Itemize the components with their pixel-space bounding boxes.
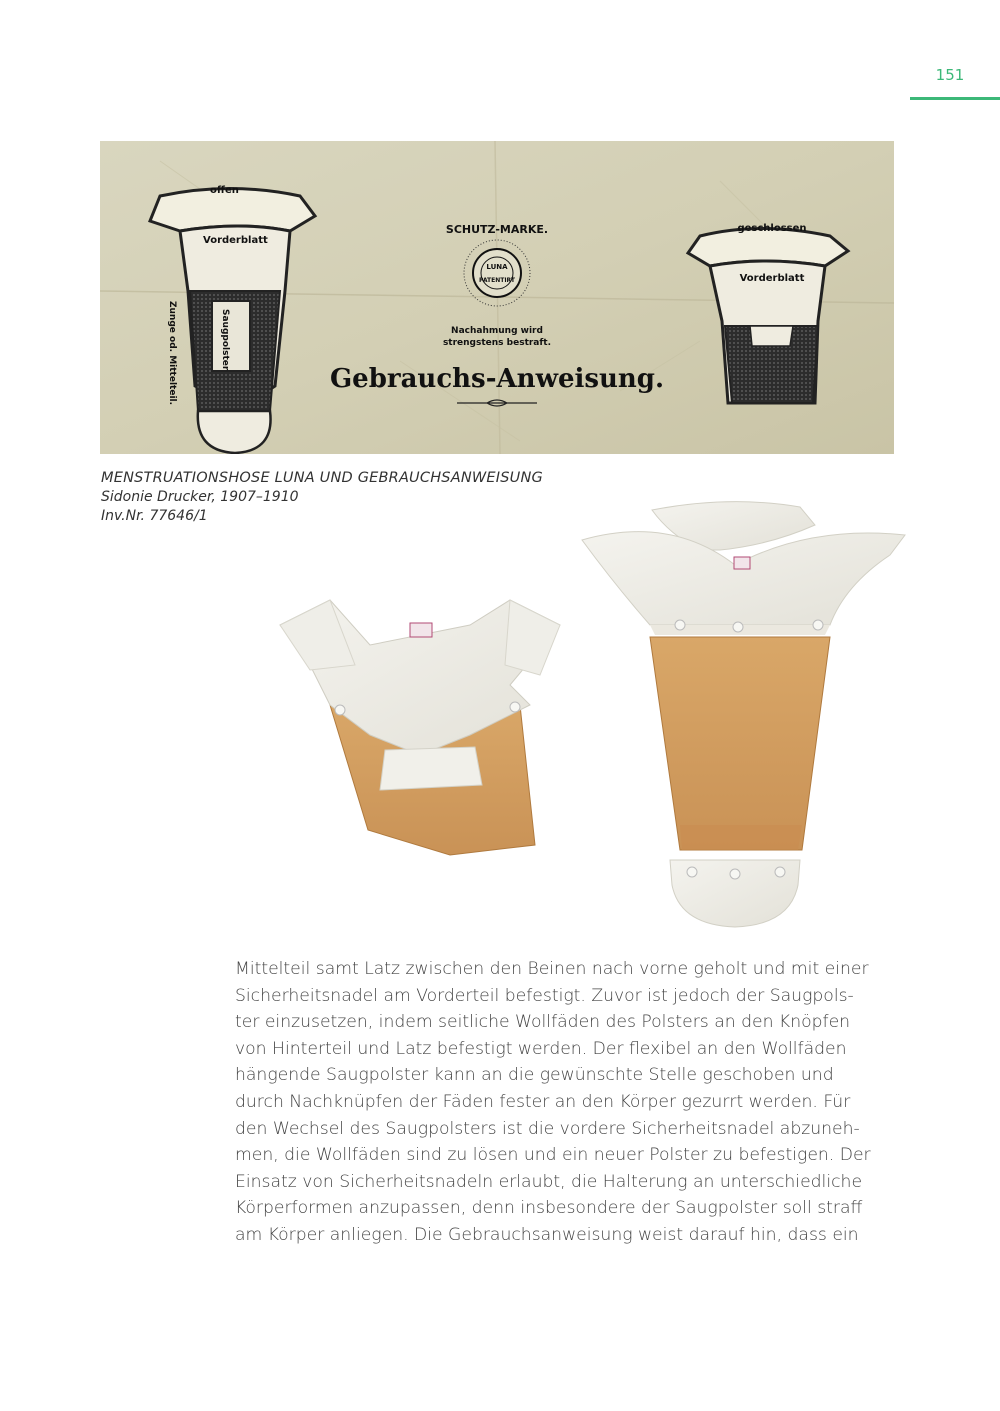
- label-front-left: Vorderblatt: [203, 235, 268, 246]
- body-line: Sicherheitsnadel am Vorderteil befestigt. Zuvor ist jedoch der Saugpols-: [235, 985, 854, 1006]
- label-closed: geschlossen: [737, 223, 807, 234]
- caption-inventory: Inv.Nr. 77646/1: [101, 508, 208, 524]
- laid-out-garment: [582, 502, 905, 927]
- body-line: Körperformen anzupassen, denn insbesondere der Saugpolster soll straff: [235, 1198, 863, 1219]
- body-line: durch Nachknüpfen der Fäden fester an den Körper gezurrt werden. Für: [235, 1091, 851, 1112]
- body-line: von Hinterteil und Latz befestigt werden. Der flexibel an den Wollfäden: [235, 1038, 847, 1059]
- body-line: Mittelteil samt Latz zwischen den Beinen nach vorne geholt und mit einer: [235, 959, 869, 979]
- caption-author-date: Sidonie Drucker, 1907–1910: [101, 489, 299, 505]
- instruction-leaflet-photo: [100, 141, 894, 454]
- trademark-label: SCHUTZ-MARKE.: [445, 223, 549, 236]
- seal-text-luna: LUNA: [486, 263, 508, 271]
- label-tongue: Zunge od. Mittelteil.: [167, 301, 177, 406]
- label-front-right: Vorderblatt: [739, 273, 805, 284]
- warning-line-2: strengstens bestraft.: [442, 338, 552, 348]
- body-line: ter einzusetzen, indem seitliche Wollfäden des Polsters an den Knöpfen: [235, 1012, 851, 1033]
- body-line: Einsatz von Sicherheitsnadeln erlaubt, die Halterung an unterschiedliche: [235, 1171, 863, 1192]
- folded-garment: [280, 600, 560, 855]
- leaflet-heading: Gebrauchs-Anweisung.: [329, 364, 665, 394]
- body-paragraph: [235, 956, 895, 1249]
- page-number: 151: [935, 66, 965, 84]
- label-pad: Saugpolster: [220, 309, 230, 371]
- body-line: den Wechsel des Saugpolsters ist die vordere Sicherheitsnadel abzuneh-: [235, 1118, 860, 1139]
- body-line: am Körper anliegen. Die Gebrauchsanweisung weist darauf hin, dass ein: [235, 1224, 859, 1245]
- seal-text-patentirt: PATENTIRT: [478, 277, 516, 284]
- body-line: hängende Saugpolster kann an die gewünschte Stelle geschoben und: [235, 1065, 834, 1086]
- garment-photo: [270, 485, 920, 935]
- label-open: offen: [210, 185, 239, 196]
- body-line: men, die Wollfäden sind zu lösen und ein neuer Polster zu befestigen. Der: [235, 1145, 871, 1166]
- caption-title: MENSTRUATIONSHOSE LUNA UND GEBRAUCHSANWEISUNG: [101, 470, 543, 486]
- page-number-rule: [910, 97, 1000, 100]
- warning-line-1: Nachahmung wird: [451, 326, 543, 336]
